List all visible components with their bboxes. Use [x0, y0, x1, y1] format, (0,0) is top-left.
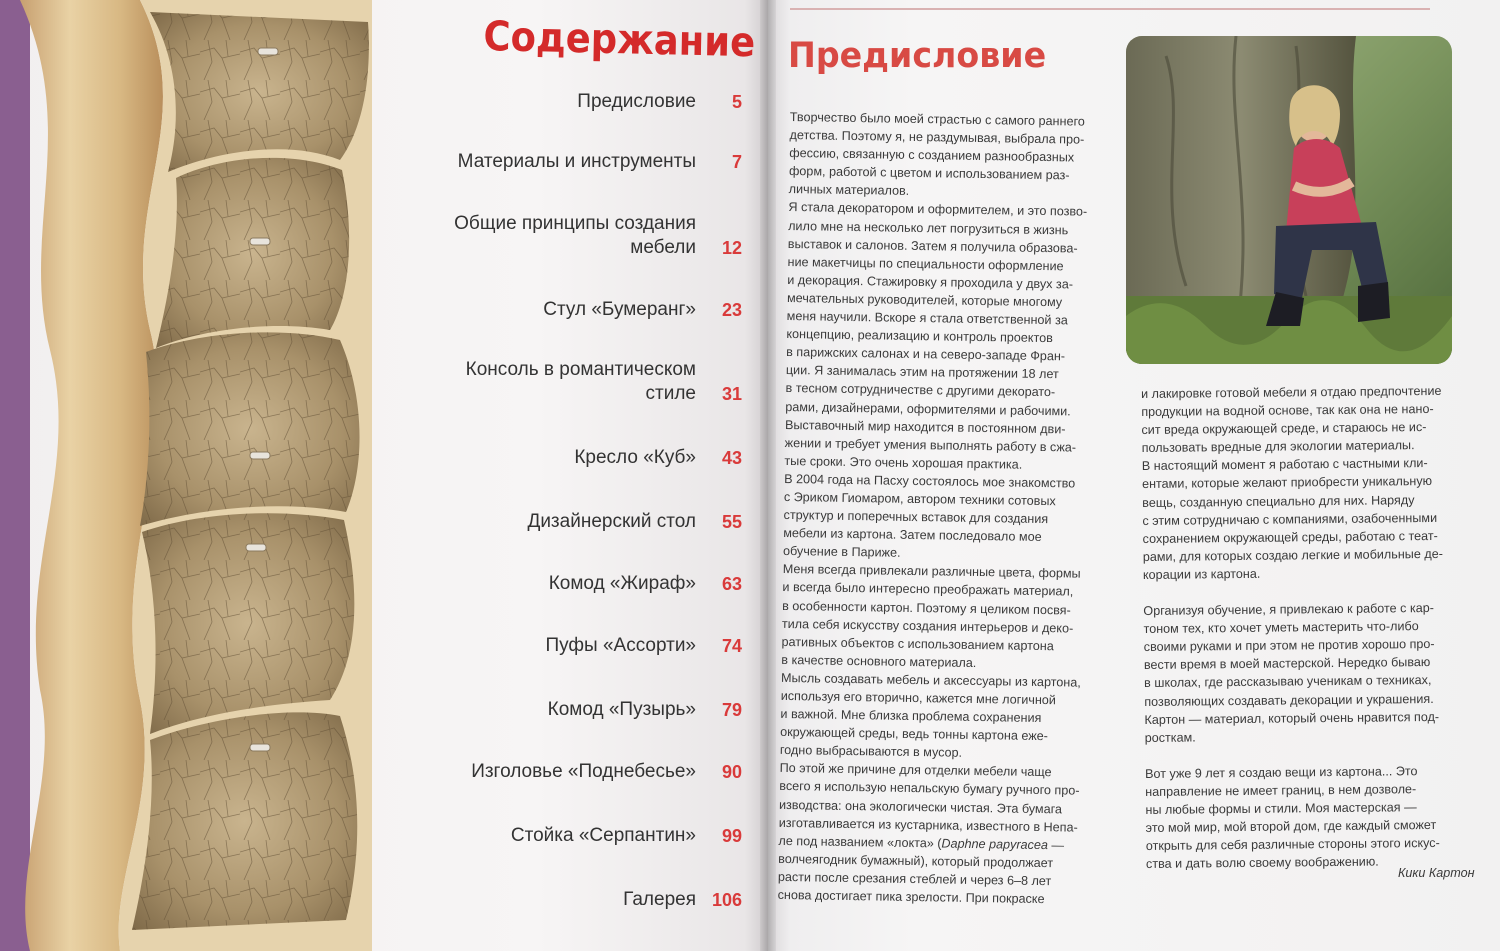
toc-item-label: Консоль в романтическом стиле: [465, 359, 696, 404]
toc-item-principles[interactable]: [454, 212, 742, 260]
toc-item-serpentine-stand[interactable]: [511, 824, 742, 848]
preface-column-2: и лакировке готовой мебели я отдаю предпочтение продукции на водной основе, так как она не нано- сит вреда окружающей среде, и стараюсь не ис- пользовать вредные для экологии материалы. В настоящий момент я работаю с частными кли- ентами, которые желают приобрести уникальную вещь, созданную специально для них. Наряду с этим сотрудничаю с компаниями, озабоченными сохранением окружающей среды, работаю с теат- рами, для которых создаю легкие и мобильные де- корации из картона. Организуя обучение, я привлекаю к работе с кар- тоном тех, кто хочет уметь мастерить что-либо своими руками и при этом не против хорошо про- вести время в моей мастерской. Нередко бываю в школах, где рассказываю ученикам о техниках, позволяющих создавать декорации и украшения. Картон — материал, который очень нравится под- росткам. Вот уже 9 лет я создаю вещи из картона... Это направление не имеет границ, в нем дозволе- ны любые формы и стили. Моя мастерская — это мой мир, мой второй дом, где каждый сможет открыть для себя различные стороны этого искус- ства и дать волю своему воображению.: [1141, 383, 1443, 872]
toc-item-label: Галерея: [623, 889, 696, 910]
toc-item-label: Изголовье «Поднебесье»: [471, 761, 696, 782]
toc-item-page: 55: [721, 512, 742, 532]
toc-item-label: Комод «Жираф»: [548, 573, 696, 594]
toc-item-giraffe-dresser[interactable]: [549, 572, 742, 596]
toc-item-label: Дизайнерский стол: [527, 511, 696, 532]
toc-item-page: 31: [721, 384, 742, 404]
toc-item-designer-table[interactable]: [527, 510, 742, 534]
toc-item-page: 43: [721, 448, 742, 468]
toc-item-page: 12: [721, 238, 742, 258]
toc-item-page: 99: [721, 826, 742, 846]
toc-item-page: 23: [721, 300, 742, 320]
toc-item-label: Стойка «Серпантин»: [510, 825, 696, 846]
toc-item-label: Предисловие: [577, 91, 696, 112]
toc-item-boomerang-chair[interactable]: [543, 298, 742, 322]
toc-item-assorti-poufs[interactable]: [545, 634, 742, 658]
toc-item-label: Стул «Бумеранг»: [543, 299, 696, 320]
toc-item-label: Общие принципы создания мебели: [454, 213, 696, 258]
book-gutter: [760, 0, 776, 951]
toc-item-cube-armchair[interactable]: [574, 446, 742, 470]
author-signature: Кики Картон: [1398, 866, 1475, 880]
toc-item-page: 106: [711, 890, 742, 910]
toc-item-gallery[interactable]: [623, 888, 742, 912]
toc-item-label: Комод «Пузырь»: [547, 699, 696, 720]
cardboard-chest-photo: [0, 0, 380, 951]
header-rule: [790, 8, 1430, 10]
toc-item-page: 5: [731, 92, 742, 112]
toc-item-page: 74: [721, 636, 742, 656]
toc-item-page: 90: [721, 762, 742, 782]
toc-item-bubble-dresser[interactable]: [548, 698, 742, 722]
author-portrait-photo: [1126, 36, 1452, 364]
table-of-contents: [420, 80, 750, 940]
preface-column-1: Творчество было моей страстью с самого раннего детства. Поэтому я, не раздумывая, выбрала про- фессию, связанную с созданием разнообразных форм, работой с цветом и использованием раз- личных материалов. Я стала декоратором и оформителем, и это позво- лило мне на несколько лет погрузиться в жизнь выставок и салонов. Затем я получила образова- ние макетчицы по специальности оформление и декорация. Стажировку я проходила у двух за- мечательных руководителей, которые многому меня научили. Вскоре я стала ответственной за концепцию, реализацию и контроль проектов в парижских салонах и на северо-западе Фран- ции. Я занималась этим на протяжении 18 лет в тесном сотрудничестве с другими декорато- рами, дизайнерами, оформителями и рабочими. Выставочный мир находится в постоянном дви- жении и требует умения выполнять работу в сжа- тые сроки. Это очень хорошая практика. В 2004 года на Паcху состоялось мое знакомство с Эриком Гиомаром, автором техники сотовых структур и поперечных вставок для создания мебели из картона. Затем последовало мое обучение в Париже. Меня всегда привлекали различные цвета, формы и всегда было интересно преображать материал, в особенности картон. Поэтому я целиком посвя- тила себя искусству создания интерьеров и деко- ративных объектов с использованием картона в качестве основного материала. Мысль создавать мебель и аксессуары из картона, используя его вторично, кажется мне логичной и важной. Мне близка проблема сохранения окружающей среды, ведь тонны картона еже- годно выбрасываются в мусор. По этой же причине для отделки мебели чаще всего я использую непальскую бумагу ручного про- изводства: она экологически чистая. Эта бумага изготавливается из кустарника, известного в Непа- ле под названием «локта» (Daphne papyracea — волчеягодник бумажный), который продолжает расти после срезания стеблей и через 6–8 лет снова достигает пика зрелости. При покраске: [777, 109, 1088, 907]
toc-item-label: Кресло «Куб»: [574, 447, 696, 468]
preface-title: Предисловие: [788, 36, 1047, 76]
toc-item-page: 79: [721, 700, 742, 720]
toc-item-materials[interactable]: [458, 150, 742, 174]
toc-item-headboard[interactable]: [471, 760, 742, 784]
toc-item-label: Материалы и инструменты: [457, 151, 696, 172]
toc-item-preface[interactable]: [577, 90, 742, 114]
toc-item-romantic-console[interactable]: [466, 358, 742, 406]
toc-item-page: 63: [721, 574, 742, 594]
toc-title: Содержание: [483, 12, 756, 67]
toc-item-label: Пуфы «Ассорти»: [545, 635, 696, 656]
toc-item-page: 7: [731, 152, 742, 172]
